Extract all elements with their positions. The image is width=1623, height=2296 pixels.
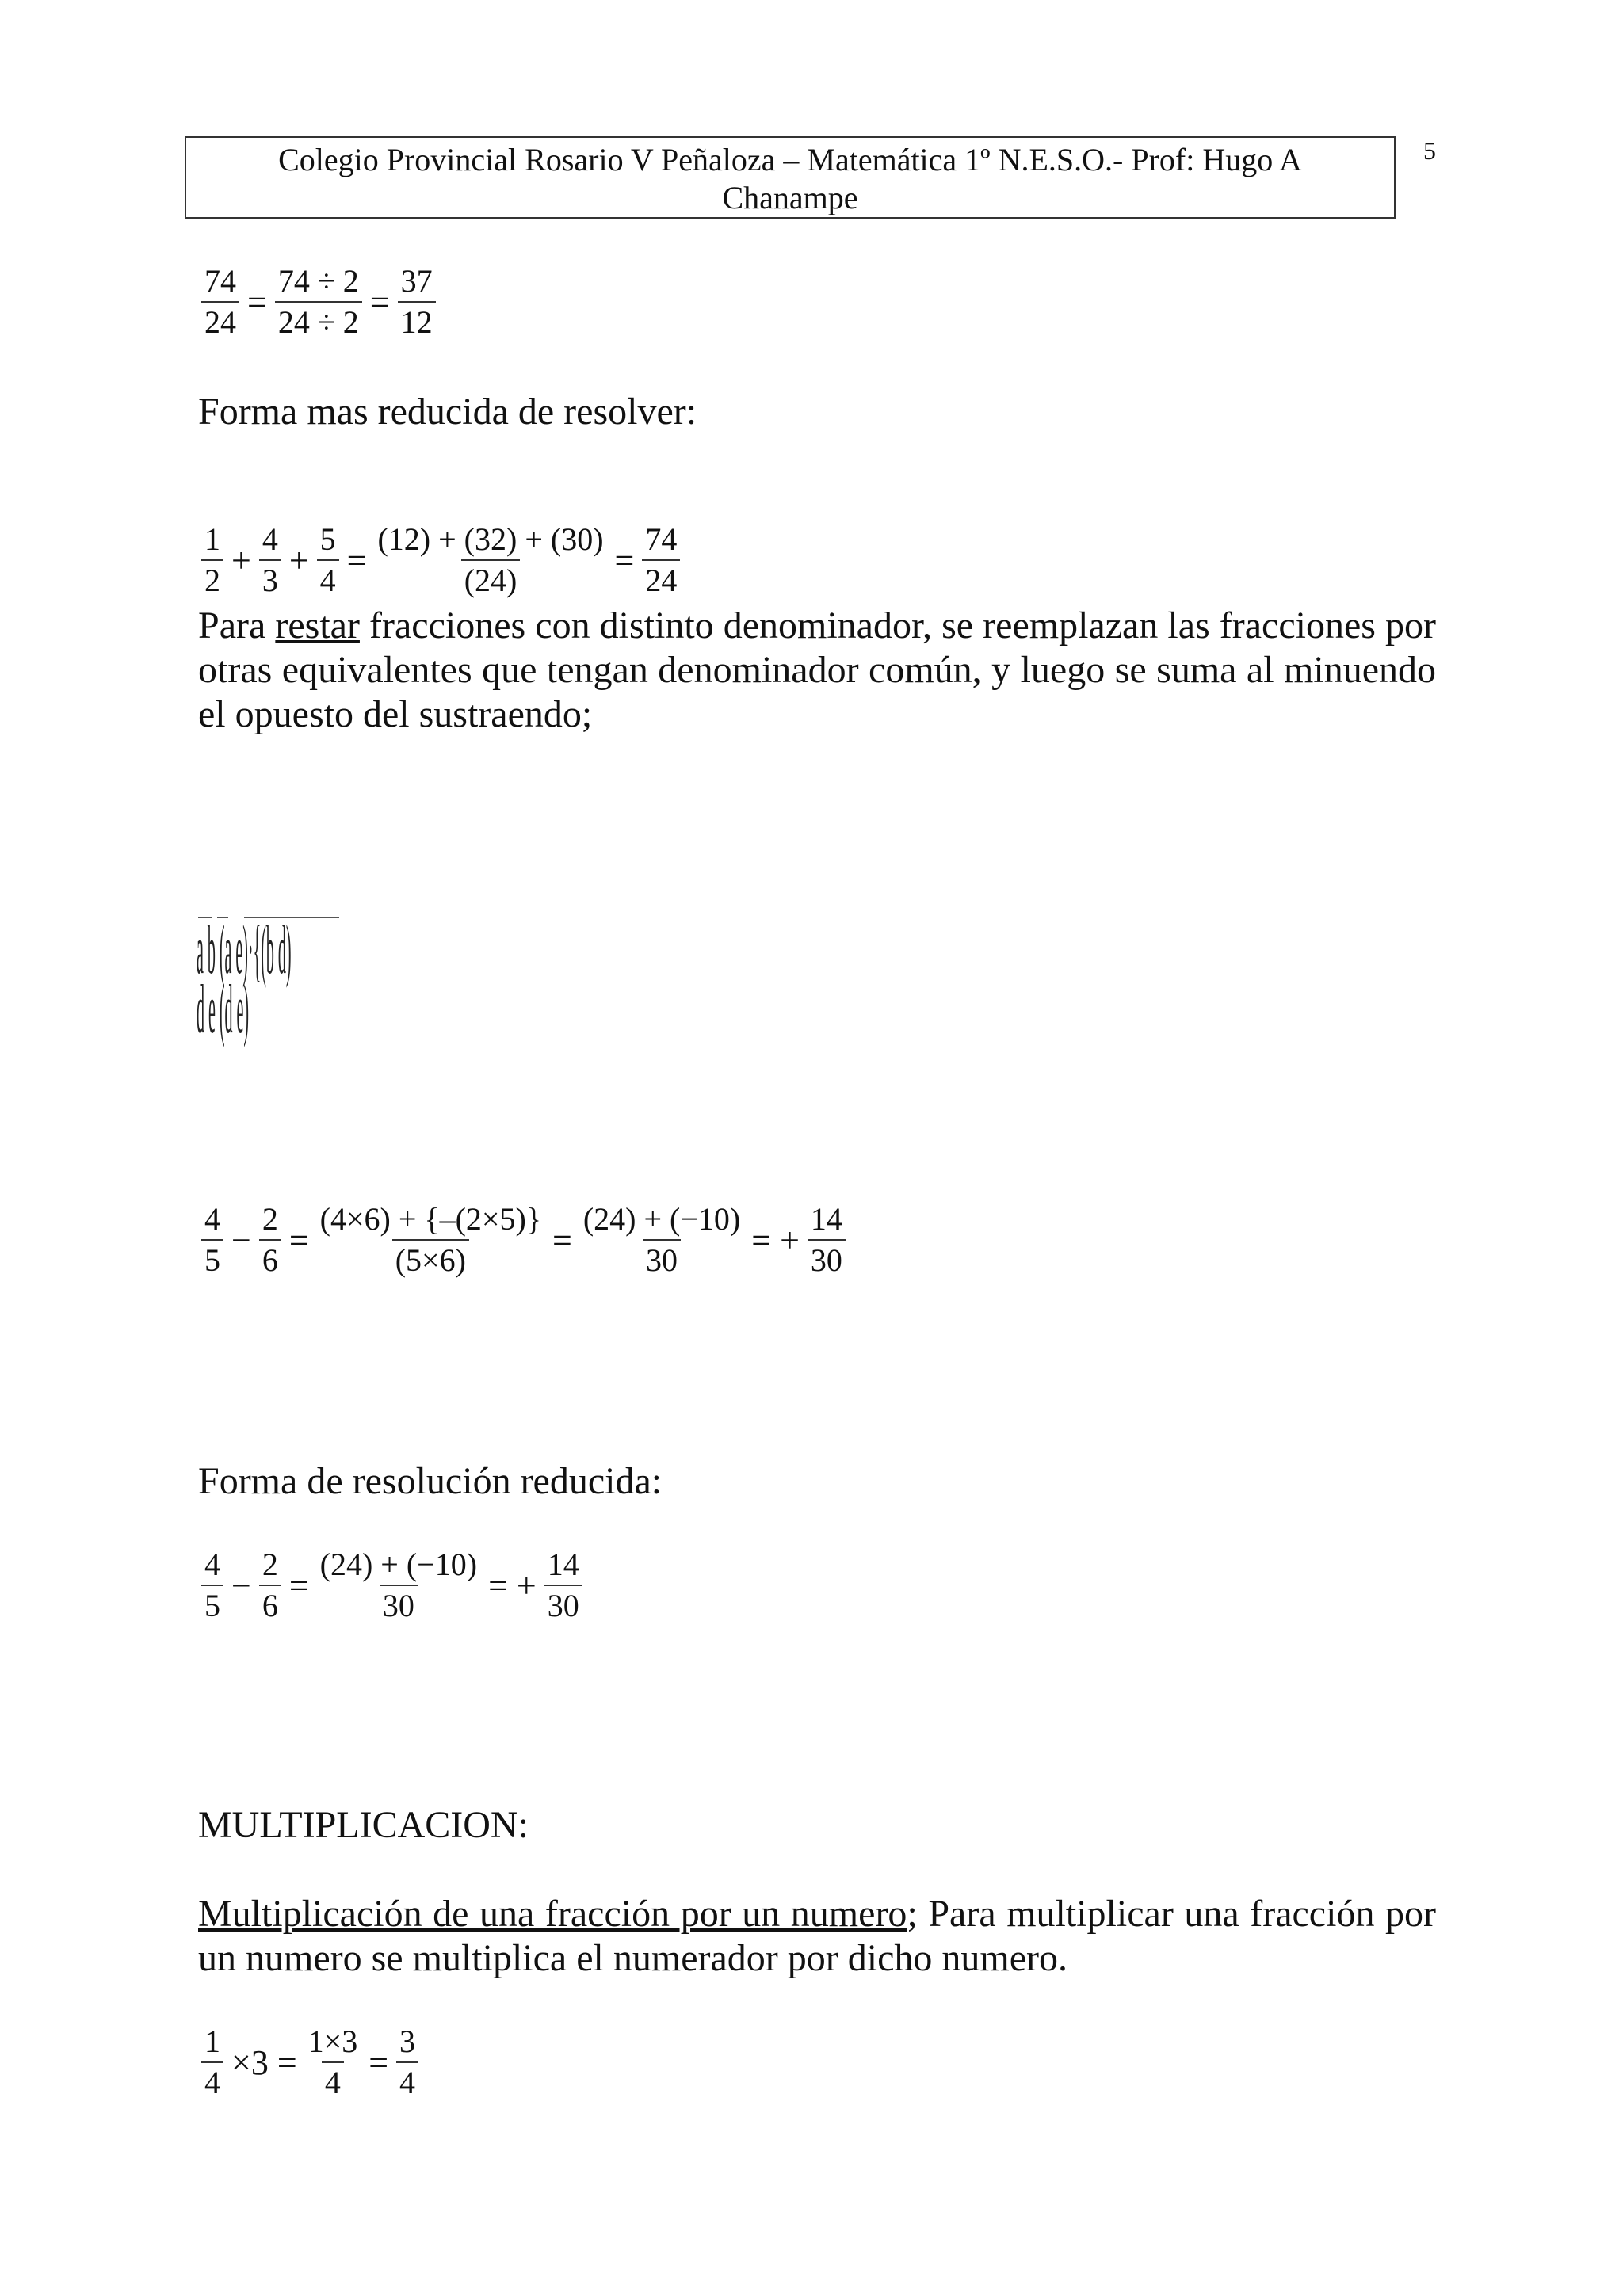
equals-sign: = bbox=[288, 1220, 309, 1260]
denominator: 30 bbox=[643, 1239, 681, 1280]
fraction bbox=[544, 1545, 582, 1626]
numerator: 74 ÷ 2 bbox=[277, 263, 359, 299]
denominator: 12 bbox=[398, 301, 436, 342]
numerator: 4 bbox=[204, 1547, 220, 1582]
fraction bbox=[201, 520, 223, 601]
page-number: 5 bbox=[1423, 136, 1436, 165]
distorted-formula-top: a b (a e)·{(b d) bbox=[197, 910, 292, 989]
denominator: 30 bbox=[544, 1585, 582, 1626]
paragraph-multiplication bbox=[198, 1892, 1436, 1981]
equals-sign: = bbox=[552, 1220, 572, 1260]
denominator: 4 bbox=[201, 2061, 223, 2103]
equation-multiply-fraction bbox=[198, 2022, 422, 2103]
header-line-1: Colegio Provincial Rosario V Peñaloza – Matemática 1º N.E.S.O.- Prof: Hugo A bbox=[278, 142, 1302, 177]
distorted-formula bbox=[197, 816, 347, 1054]
equation-simplify-74-24 bbox=[198, 261, 439, 342]
numerator: (4×6) + {–(2×5)} bbox=[319, 1201, 542, 1237]
header-box bbox=[185, 136, 1396, 219]
denominator: 4 bbox=[396, 2061, 418, 2103]
fraction bbox=[305, 2022, 361, 2103]
denominator: 4 bbox=[322, 2061, 344, 2103]
numerator: 4 bbox=[262, 521, 278, 557]
numerator: 74 bbox=[645, 521, 678, 557]
numerator: 74 bbox=[204, 263, 236, 299]
heading-reduced-resolution: Forma de resolución reducida: bbox=[198, 1460, 663, 1502]
paragraph-restar bbox=[198, 604, 1436, 737]
denominator: 24 bbox=[642, 559, 680, 601]
paragraph-text: Para bbox=[198, 605, 276, 646]
numerator: 14 bbox=[547, 1547, 579, 1582]
numerator: (24) + (−10) bbox=[582, 1201, 741, 1237]
denominator: 6 bbox=[259, 1585, 281, 1626]
minus-sign: − bbox=[231, 1220, 251, 1260]
numerator: 4 bbox=[204, 1201, 220, 1237]
paragraph-text: fracciones con distinto denominador, se reemplazan las fracciones por otras equivalentes que tengan denominador común, y luego se suma al minuendo el opuesto del sustraendo; bbox=[198, 605, 1437, 735]
paragraph-text: ; Para multiplicar una fracción por un numero se multiplica el numerador por dicho numero. bbox=[198, 1893, 1436, 1979]
plus-sign: + bbox=[288, 540, 309, 580]
equals-sign: = bbox=[346, 540, 367, 580]
denominator: 24 bbox=[201, 301, 239, 342]
denominator: 5 bbox=[201, 1239, 223, 1280]
numerator: 5 bbox=[319, 521, 336, 557]
equals-sign: = bbox=[369, 282, 390, 322]
equals-sign: = bbox=[247, 282, 267, 322]
fraction bbox=[317, 1545, 480, 1626]
fraction bbox=[317, 520, 339, 601]
fraction bbox=[275, 261, 362, 342]
numerator: (24) + (−10) bbox=[319, 1547, 478, 1582]
underlined-term: Multiplicación de una fracción por un numero bbox=[198, 1893, 907, 1935]
fraction bbox=[201, 261, 239, 342]
denominator: 30 bbox=[808, 1239, 846, 1280]
fraction bbox=[808, 1199, 846, 1280]
denominator: 2 bbox=[201, 559, 223, 601]
numerator: 37 bbox=[400, 263, 433, 299]
denominator: (5×6) bbox=[392, 1239, 469, 1280]
equals-sign: = bbox=[369, 2042, 389, 2082]
fraction bbox=[642, 520, 680, 601]
denominator: 5 bbox=[201, 1585, 223, 1626]
fraction bbox=[201, 1199, 223, 1280]
denominator: 24 ÷ 2 bbox=[275, 301, 362, 342]
fraction bbox=[580, 1199, 743, 1280]
denominator: 4 bbox=[317, 559, 339, 601]
header-line-2: Chanampe bbox=[722, 180, 858, 215]
minus-sign: − bbox=[231, 1566, 251, 1605]
heading-reduced-sum: Forma mas reducida de resolver: bbox=[198, 391, 697, 433]
fraction bbox=[396, 2022, 418, 2103]
distorted-formula-bottom: d e (d e) bbox=[197, 970, 250, 1048]
fraction bbox=[259, 1199, 281, 1280]
equation-sum-fractions bbox=[198, 520, 683, 601]
numerator: 14 bbox=[810, 1201, 842, 1237]
numerator: 1 bbox=[204, 521, 220, 557]
denominator: (24) bbox=[461, 559, 521, 601]
numerator: 1×3 bbox=[307, 2023, 358, 2059]
equals-sign: = bbox=[614, 540, 635, 580]
times-three: ×3 = bbox=[231, 2042, 297, 2082]
denominator: 6 bbox=[259, 1239, 281, 1280]
numerator: (12) + (32) + (30) bbox=[377, 521, 604, 557]
numerator: 1 bbox=[204, 2023, 220, 2059]
numerator: 2 bbox=[262, 1547, 278, 1582]
denominator: 3 bbox=[259, 559, 281, 601]
heading-multiplication: MULTIPLICACION: bbox=[198, 1804, 529, 1846]
fraction bbox=[259, 1545, 281, 1626]
fraction bbox=[374, 520, 606, 601]
equals-plus-sign: = + bbox=[751, 1220, 800, 1260]
fraction bbox=[398, 261, 436, 342]
fraction bbox=[201, 2022, 223, 2103]
equation-subtract-fractions bbox=[198, 1199, 849, 1280]
equation-subtract-reduced bbox=[198, 1545, 586, 1626]
fraction bbox=[201, 1545, 223, 1626]
fraction bbox=[317, 1199, 544, 1280]
numerator: 3 bbox=[399, 2023, 416, 2059]
fraction bbox=[259, 520, 281, 601]
equals-plus-sign: = + bbox=[488, 1566, 537, 1605]
plus-sign: + bbox=[231, 540, 251, 580]
denominator: 30 bbox=[380, 1585, 418, 1626]
numerator: 2 bbox=[262, 1201, 278, 1237]
underlined-term: restar bbox=[275, 605, 360, 646]
equals-sign: = bbox=[288, 1566, 309, 1605]
